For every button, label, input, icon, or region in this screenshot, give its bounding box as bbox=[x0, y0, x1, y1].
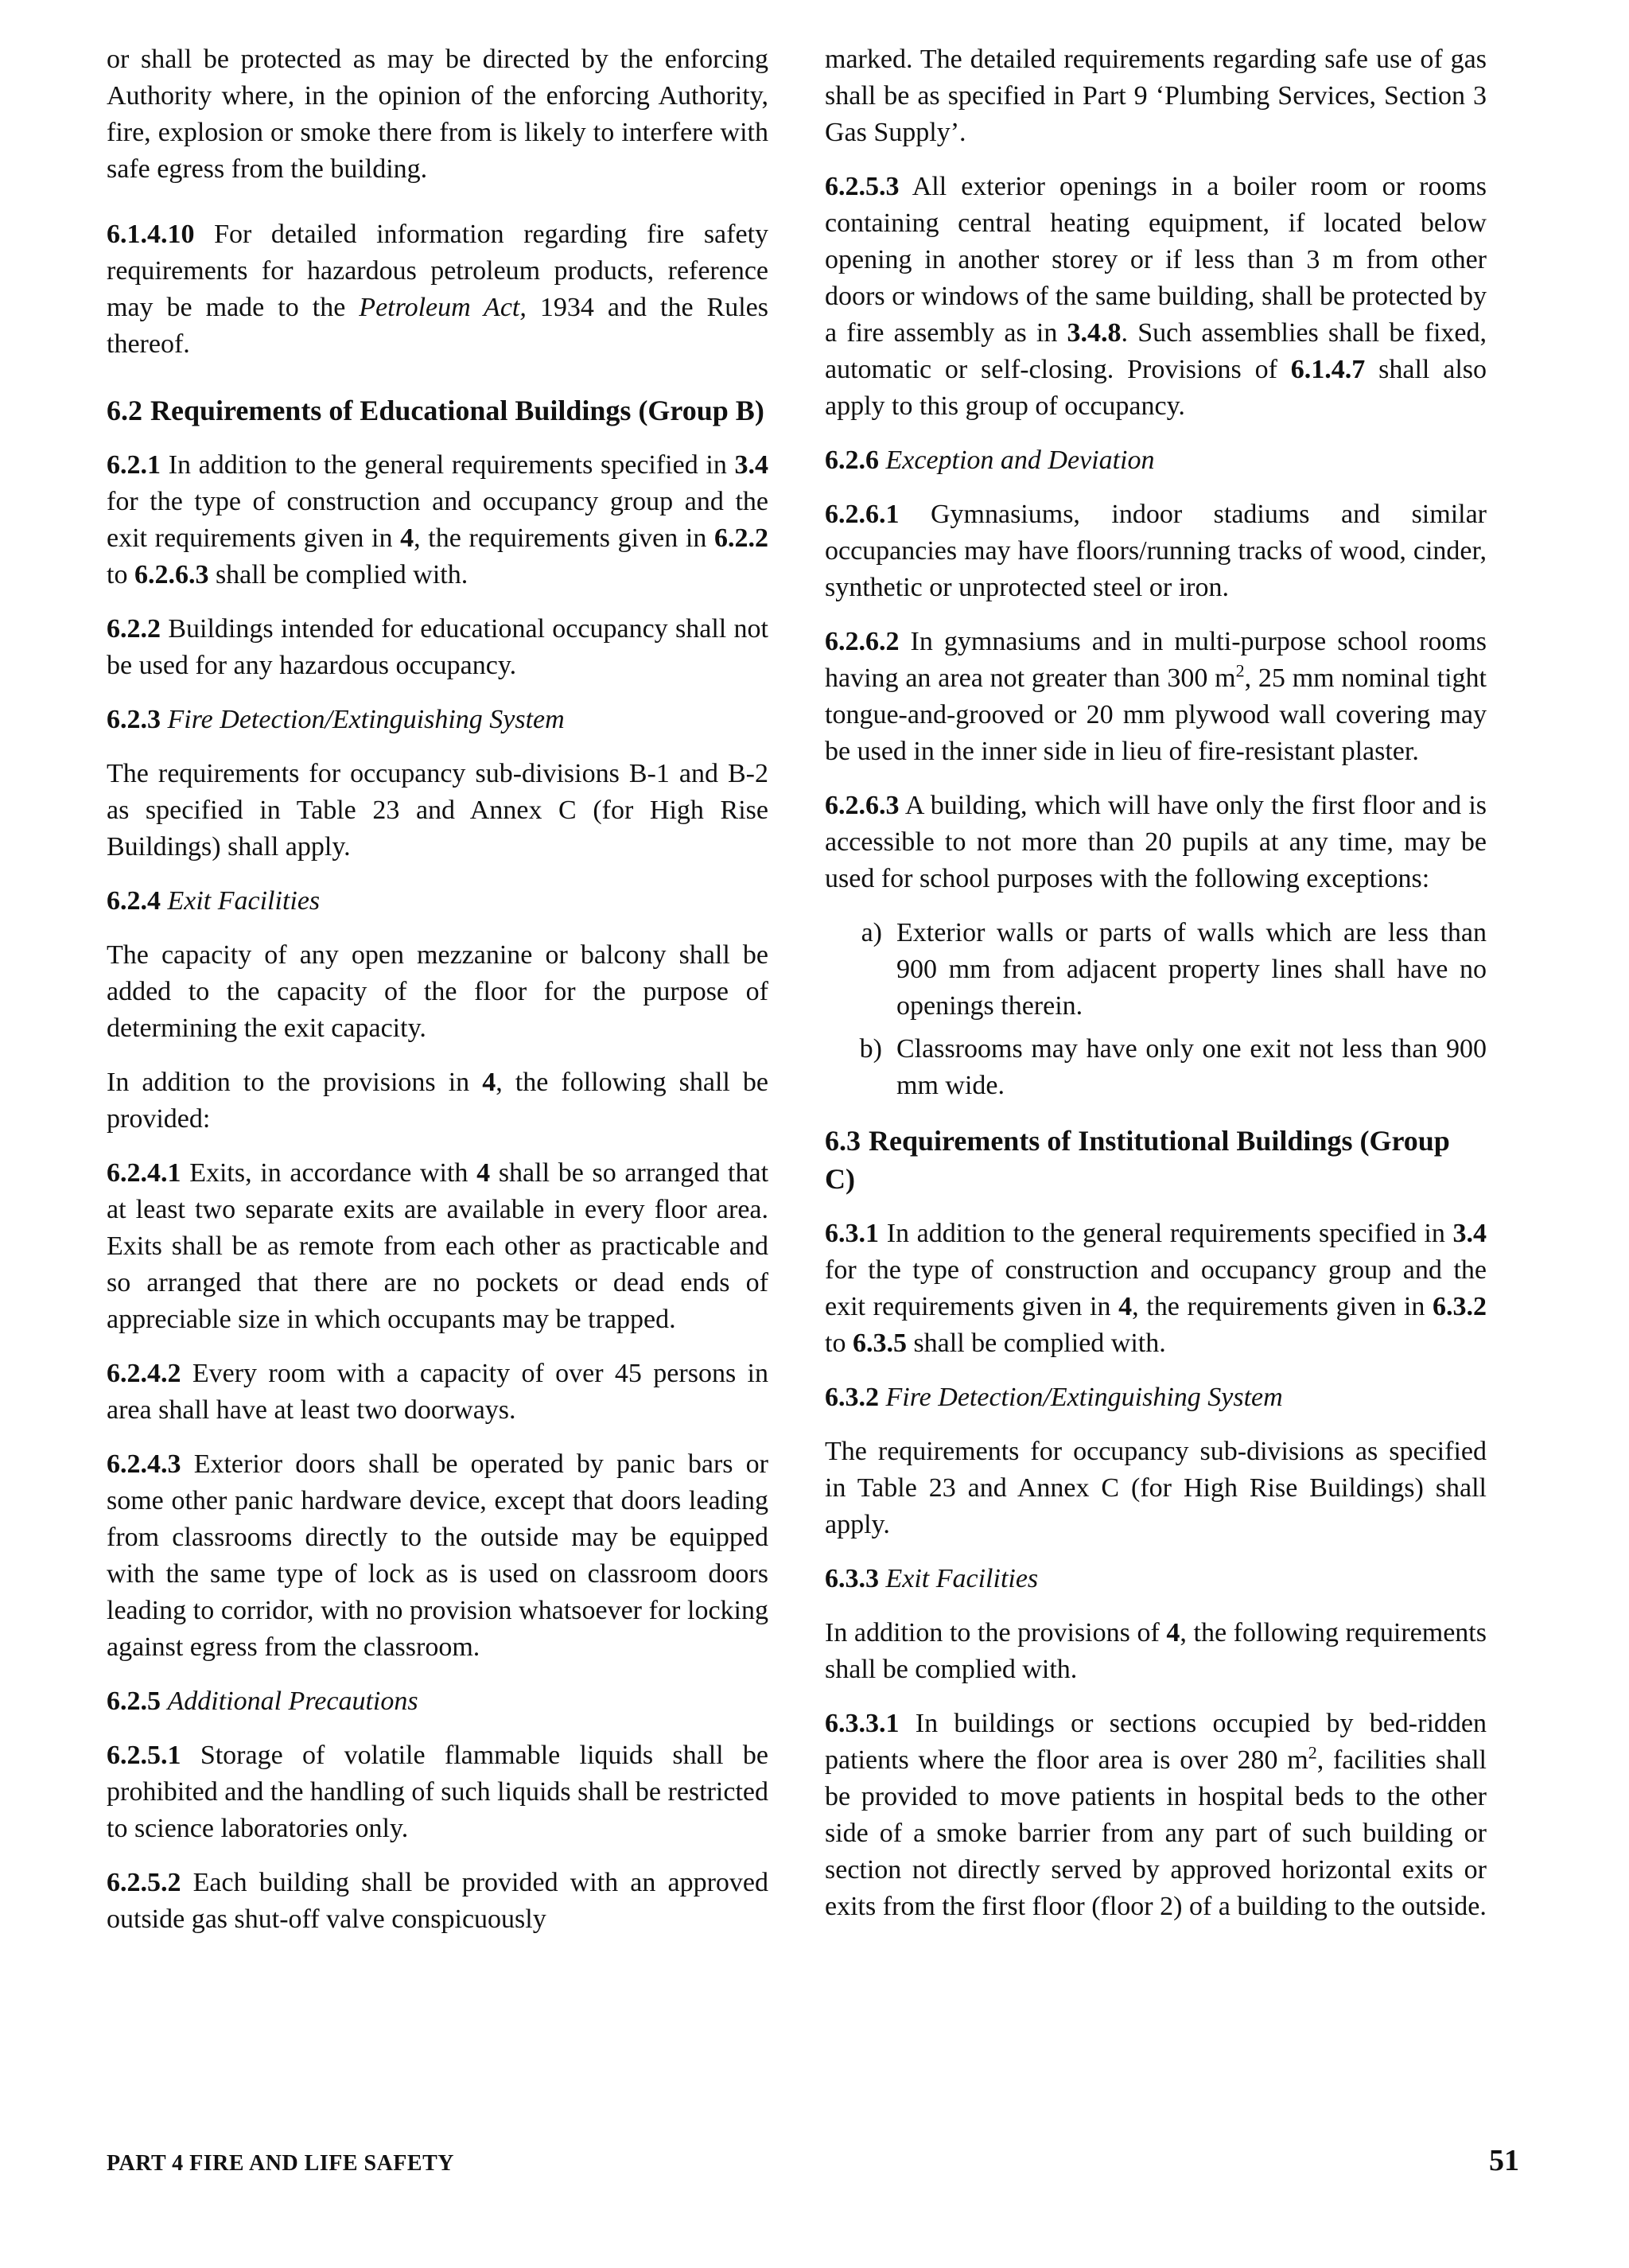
clause-6-2-6-heading: 6.2.6 Exception and Deviation bbox=[825, 445, 1155, 475]
clause-6-2-5-heading: 6.2.5 Additional Precautions bbox=[107, 1686, 418, 1716]
clause-6-2-3-heading: 6.2.3 Fire Detection/Extinguishing System bbox=[107, 705, 565, 734]
paragraph-continued: or shall be protected as may be directed by the enforcing Authority where, in the opinion of the enforcing Authority, fire, explosion or smoke there from is likely to interfere with safe egress from the building. bbox=[107, 45, 768, 184]
clause-6-2-5-2: 6.2.5.2 Each building shall be provided with an approved outside gas shut-off valve conspicuously bbox=[107, 1868, 768, 1934]
clause-6-2-5-3: 6.2.5.3 All exterior openings in a boiler room or rooms containing central heating equipment, if located below opening in another storey or if less than 3 m from other doors or windows of the same building, shall be protected by a fire assembly as in 3.4.8. Such assemblies shall be fixed, automatic or self-closing. Provisions of 6.1.4.7 shall also apply to this group of occupancy. bbox=[825, 172, 1487, 421]
exceptions-list bbox=[825, 915, 1487, 1104]
clause-6-2-1: 6.2.1 In addition to the general requirements specified in 3.4 for the type of construction and occupancy group and the exit requirements given in 4, the requirements given in 6.2.2 to 6.2.6.3 shall be complied with. bbox=[107, 450, 769, 589]
clause-6-2-4-heading: 6.2.4 Exit Facilities bbox=[107, 886, 321, 916]
clause-6-2-6-3: 6.2.6.3 A building, which will have only the first floor and is accessible to not more than 20 pupils at any time, may be used for school purposes with the following exceptions: bbox=[825, 791, 1487, 893]
clause-6-3-2-text: The requirements for occupancy sub-divisions as specified in Table 23 and Annex C (for High Rise Buildings) shall apply. bbox=[825, 1437, 1487, 1539]
section-heading-6-3: 6.3 Requirements of Institutional Buildings (Group C) bbox=[825, 1125, 1450, 1195]
clause-6-3-3-heading: 6.3.3 Exit Facilities bbox=[825, 1564, 1039, 1593]
clause-6-3-3-1: 6.3.3.1 In buildings or sections occupied by bed-ridden patients where the floor area is over 280 $m^2$, facilities shall be provided to move patients in hospital beds to the other side of a smoke barrier from any part of such building or section not directly served by approved horizontal exits or exits from the first floor (floor 2) of a building to the outside. bbox=[825, 1709, 1487, 1921]
clause-6-2-4-provisions: In addition to the provisions in 4, the following shall be provided: bbox=[107, 1068, 769, 1134]
list-item: a) Exterior walls or parts of walls which are less than 900 mm from adjacent property lines shall have no openings therein. bbox=[861, 918, 1487, 1021]
clause-6-2-2: 6.2.2 Buildings intended for educational occupancy shall not be used for any hazardous occupancy. bbox=[107, 614, 768, 680]
clause-6-2-4-3: 6.2.4.3 Exterior doors shall be operated by panic bars or some other panic hardware device, except that doors leading from classrooms directly to the outside may be equipped with the same type of lock as is used on classroom doors leading to corridor, with no provision whatsoever for locking against egress from the classroom. bbox=[107, 1449, 768, 1662]
clause-6-2-4-2: 6.2.4.2 Every room with a capacity of over 45 persons in area shall have at least two doorways. bbox=[107, 1359, 768, 1425]
clause-6-2-5-1: 6.2.5.1 Storage of volatile flammable liquids shall be prohibited and the handling of such liquids shall be restricted to science laboratories only. bbox=[107, 1741, 769, 1843]
clause-6-1-4-10: 6.1.4.10 For detailed information regarding fire safety requirements for hazardous petroleum products, reference may be made to the Petroleum Act, 1934 and the Rules thereof. bbox=[107, 220, 769, 359]
left-column bbox=[107, 41, 768, 1955]
clause-6-2-6-2: 6.2.6.2 In gymnasiums and in multi-purpose school rooms having an area not greater than 300 $m^2$, 25 mm nominal tight tongue-and-grooved or 20 mm plywood wall covering may be used in the inner side in lieu of fire-resistant plaster. bbox=[825, 627, 1487, 766]
clause-6-3-3-text: In addition to the provisions of 4, the following requirements shall be complied with. bbox=[825, 1618, 1487, 1684]
paragraph-continued-right: marked. The detailed requirements regarding safe use of gas shall be as specified in Part 9 ‘Plumbing Services, Section 3 Gas Supply’. bbox=[825, 45, 1487, 147]
clause-6-2-6-1: 6.2.6.1 Gymnasiums, indoor stadiums and similar occupancies may have floors/running tracks of wood, cinder, synthetic or unprotected steel or iron. bbox=[825, 500, 1487, 602]
page-footer bbox=[107, 2143, 1519, 2178]
clause-6-2-4-1: 6.2.4.1 Exits, in accordance with 4 shall be so arranged that at least two separate exits are available in every floor area. Exits shall be as remote from each other as practicable and so arranged that there are no pockets or dead ends of appreciable size in which occupants may be trapped. bbox=[107, 1158, 769, 1334]
clause-6-3-1: 6.3.1 In addition to the general requirements specified in 3.4 for the type of construction and occupancy group and the exit requirements given in 4, the requirements given in 6.3.2 to 6.3.5 shall be complied with. bbox=[825, 1219, 1487, 1358]
clause-6-2-4-text: The capacity of any open mezzanine or balcony shall be added to the capacity of the floor for the purpose of determining the exit capacity. bbox=[107, 940, 768, 1043]
clause-6-2-3-text: The requirements for occupancy sub-divisions B-1 and B-2 as specified in Table 23 and Annex C (for High Rise Buildings) shall apply. bbox=[107, 759, 768, 862]
page-number: 51 bbox=[1489, 2144, 1519, 2177]
clause-6-3-2-heading: 6.3.2 Fire Detection/Extinguishing System bbox=[825, 1383, 1283, 1412]
section-heading-6-2: 6.2 Requirements of Educational Buildings (Group B) bbox=[107, 395, 764, 426]
right-column bbox=[825, 41, 1487, 1943]
footer-part-title: PART 4 FIRE AND LIFE SAFETY bbox=[107, 2151, 454, 2176]
list-item: b) Classrooms may have only one exit not less than 900 mm wide. bbox=[859, 1034, 1487, 1100]
